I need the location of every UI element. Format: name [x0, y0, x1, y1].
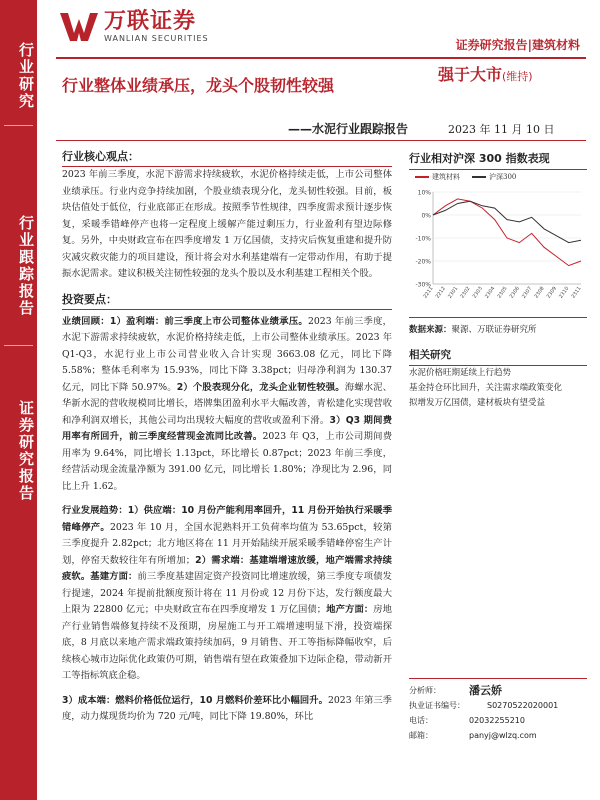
x-tick-label: 2308 [533, 285, 546, 300]
y-tick-label: 0% [421, 212, 431, 220]
x-tick-label: 2304 [484, 285, 497, 300]
performance-review-lead3: 3）Q3 期间费用率有所回升，前三季度经营现金流同比改善。 [62, 414, 392, 442]
wanlian-logo-icon [60, 11, 98, 43]
x-tick-label: 2301 [447, 285, 460, 300]
email-label: 邮箱： [409, 731, 433, 740]
related-research-list [409, 366, 587, 411]
x-tick-label: 2306 [508, 285, 521, 300]
y-tick-label: -10% [415, 235, 431, 243]
core-view-text: 2023 年前三季度，水泥下游需求持续疲软，水泥价格持续走低，上市公司整体业绩承压。行业内竞争持续加剧，个股业绩表现分化，龙头韧性较强。目前，板块估值处于低位，行业底部正在形成。按照季节性规律，四季度需求预计逐步恢复，采暖季错峰停产也将一定程度上缓解产能过剩压力，行业盈利有望边际修复。另外，中央财政宣布在四季度增发 1 万亿国债，支持灾后恢复重建和提升防灾减灾救灾能力的项目建设，预计将会对水利基建端有一定带动作用，有助于提振水泥需求。建议积极关注韧性较强的龙头个股以及水利基建工程相关个股。 [62, 169, 392, 279]
analyst-label: 分析师： [409, 686, 441, 695]
x-tick-label: 2310 [558, 285, 571, 300]
related-research-item[interactable]: 拟增发万亿国债，建材板块有望受益 [409, 398, 546, 408]
industry-trend [62, 503, 392, 685]
related-research-heading: 相关研究 [409, 347, 587, 366]
x-tick-label: 2307 [521, 285, 534, 300]
performance-review [62, 314, 392, 496]
y-tick-label: -30% [415, 281, 431, 289]
series-line-materials [433, 199, 581, 266]
cert-label: 执业证书编号： [409, 701, 465, 710]
report-date: 2023 年 11 月 10 日 [448, 123, 555, 136]
industry-trend-lead3: 地产方面： [326, 604, 374, 615]
x-tick-label: 2303 [471, 285, 484, 300]
sidebar [409, 150, 587, 411]
performance-review-text3: 2023 年 Q3，上市公司期间费用率为 9.64%，同比增长 1.13pct，环比增长 0.87pct；2023 年前三季度，经营活动现金流量净额为 391.00 亿元，同比增长 1.80%；净现比为 2.96，同比上升 1.62。 [62, 431, 392, 492]
side-divider [4, 345, 33, 346]
performance-review-lead: 业绩回顾：1）盈利端：前三季度上市公司整体业绩承压。 [62, 315, 308, 327]
side-label-industry-research: 行业研究 [17, 42, 35, 110]
industry-trend-lead2: 2）需求端：基建端增速放缓，地产端需求持续疲软。基建方面： [62, 554, 392, 582]
series-line-hs300 [433, 201, 581, 242]
rating [438, 62, 533, 85]
industry-trend-text3: 房地产行业销售端修复持续不及预期，房屋施工与开工端增速明显下滑，投资端探底，8 月底以来地产需求端政策持续加码，9 月销售、开工等指标降幅收窄，后续核心城市边际优化政策仍可期，销售端有望在政策叠加下边际企稳，带动新开工等指标筑底企稳。 [62, 604, 392, 681]
data-source-text: 聚源、万联证券研究所 [451, 325, 537, 335]
performance-review-text1: 2023 年前三季度，水泥下游需求持续疲软，水泥价格持续走低，上市公司整体业绩承压。2023 年 Q1-Q3，水泥行业上市公司营业收入合计实现 3663.08 亿元，同比下降 5.58%；整体毛利率为 15.93%，同比下降 3.38pct；归母净利润为 130.37 亿元，同比下降 50.97%。 [62, 315, 392, 393]
legend-item-hs300 [472, 172, 516, 182]
logo-name-cn: 万联证券 [104, 9, 197, 34]
report-category: 证券研究报告|建筑材料 [455, 38, 580, 52]
phone-number: 02032255210 [469, 716, 525, 725]
x-tick-label: 2211 [422, 285, 435, 300]
x-tick-label: 2302 [459, 285, 472, 300]
cost-side-text: 2023 年第三季度，动力煤现货均价为 720 元/吨，同比下降 19.80%，环比 [62, 694, 392, 722]
core-view-heading: 行业核心观点： [62, 148, 392, 167]
side-label-securities-research: 证券研究报告 [17, 400, 35, 502]
y-tick-label: 10% [417, 189, 431, 197]
cost-side [62, 693, 392, 726]
chart-heading: 行业相对沪深 300 指数表现 [409, 150, 587, 170]
performance-chart [409, 186, 587, 311]
x-tick-label: 2305 [496, 285, 509, 300]
email-address[interactable]: panyj@wlzq.com [469, 731, 537, 740]
data-source [409, 317, 587, 335]
cert-number: S0270522020001 [487, 701, 559, 710]
cost-side-lead: 3）成本端：燃料价格低位运行，10 月燃料价差环比小幅回升。 [62, 694, 328, 706]
header-divider [56, 57, 586, 59]
report-subtitle: ——水泥行业跟踪报告 [287, 122, 408, 136]
related-research-item[interactable]: 基金持仓环比回升，关注需求端政策变化 [409, 383, 563, 393]
x-tick-label: 2309 [545, 285, 558, 300]
logo-name-en: WANLIAN SECURITIES [104, 34, 209, 43]
x-tick-label: 2311 [570, 285, 583, 300]
y-tick-label: -20% [415, 258, 431, 266]
phone-label: 电话： [409, 716, 433, 725]
industry-trend-text2: 前三季度基建固定资产投资同比增速放缓，第三季度专项债发行提速，2024 年提前批额度预计将在 11 月份或 12 月份下达，发行额度最大上限为 22800 亿元；中央财政宣布在四季度增发 1 万亿国债； [62, 571, 392, 615]
company-logo [60, 10, 209, 43]
side-label-report-type: 行业跟踪报告 [17, 215, 35, 317]
performance-review-lead2: 2）个股表现分化，龙头企业韧性较强。 [176, 381, 345, 393]
x-tick-label: 2212 [434, 285, 447, 300]
related-research-item[interactable]: 水泥价格旺期延续上行趋势 [409, 368, 512, 378]
main-content [62, 148, 392, 726]
chart-legend [415, 172, 587, 182]
rating-note: (维持) [502, 70, 533, 83]
title-divider [56, 140, 586, 141]
report-title: 行业整体业绩承压，龙头个股韧性较强 [62, 76, 335, 95]
data-source-label: 数据来源： [409, 325, 452, 335]
performance-chart-svg [409, 186, 587, 311]
analyst-name: 潘云娇 [469, 684, 502, 697]
rating-value: 强于大市 [438, 65, 503, 84]
industry-trend-text1: 2023 年 10 月，全国水泥熟料开工负荷率均值为 53.65pct，较第三季度提升 2.82pct；北方地区将在 11 月开始陆续开展采暖季错峰停窑生产计划，停窑天数较往年有所增加； [62, 521, 392, 566]
side-banner [0, 0, 37, 800]
industry-trend-lead: 行业发展趋势：1）供应端：10 月份产能利用率回升，11 月份开始执行采暖季错峰停产。 [62, 505, 392, 533]
investment-points-heading: 投资要点： [62, 291, 392, 310]
analyst-info [409, 678, 587, 743]
legend-label-hs300: 沪深300 [489, 173, 517, 181]
legend-item-materials [415, 172, 460, 182]
legend-label-materials: 建筑材料 [432, 173, 460, 181]
performance-review-text2: 海螺水泥、华新水泥的营收规模同比增长，塔牌集团盈利水平大幅改善，青松建化实现营收和净利润双增长，其他公司均出现较大幅度的营收或盈利下滑。 [62, 381, 392, 426]
side-divider [4, 125, 33, 126]
